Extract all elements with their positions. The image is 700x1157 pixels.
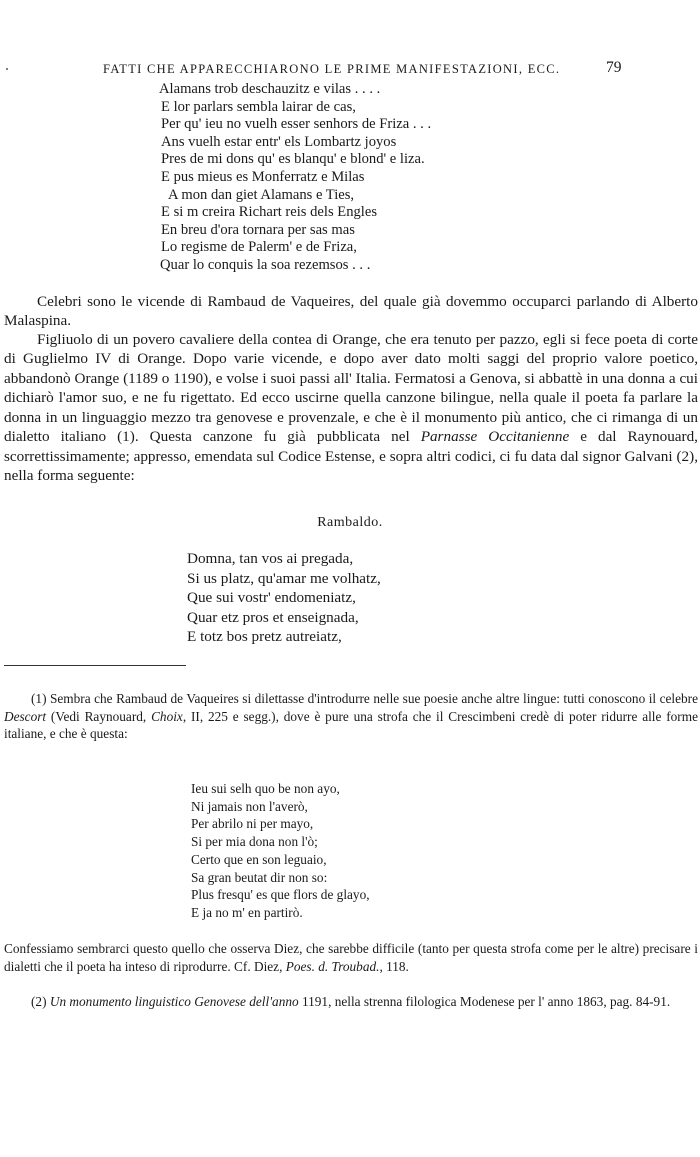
footnote-1-text-c: , II, 225 e segg.), dove è pure una strofa che il Crescimbeni credè di poter ridurre alle forme italiane, e che è questa: — [4, 708, 698, 742]
page-number: 79 — [606, 59, 622, 76]
poem-line: Ieu sui selh quo be non ayo, — [191, 781, 340, 796]
poem-line: E lor parlars sembla lairar de cas, — [161, 98, 356, 115]
footnote-1-italic-descort: Descort — [4, 708, 47, 724]
paragraph-2-text-b: e dal Raynouard, scorrettissimamente; appresso, emendata sul Codice Estense, e sopra altri codici, ci fu data dal signor Galvani (2), nella forma seguente: — [4, 428, 698, 485]
footnote-1 — [4, 690, 698, 743]
footnote-2 — [4, 993, 698, 1011]
footnote-1-continuation — [4, 940, 698, 975]
poem-line: Pres de mi dons qu' es blanqu' e blond' e liza. — [161, 151, 425, 168]
poem-line: Quar etz pros et enseignada, — [187, 608, 359, 626]
bilingual-poem — [187, 549, 381, 647]
poem-line: E totz bos pretz autreiatz, — [187, 628, 342, 645]
poem-line: Quar lo conquis la soa rezemsos . . . — [160, 256, 371, 273]
poem-line: A mon dan giet Alamans e Ties, — [168, 186, 355, 203]
paragraph-1: Celebri sono le vicende di Rambaud de Vaqueires, del quale già dovemmo occuparci parlando di Alberto Malaspina. — [4, 293, 698, 330]
poem-line: Si us platz, qu'amar me volhatz, — [187, 569, 381, 587]
poem-line: Plus fresqu' es que flors de glayo, — [191, 887, 370, 903]
poem-line: Si per mia dona non l'ò; — [191, 834, 318, 850]
poem-line: E si m creira Richart reis dels Engles — [161, 204, 377, 221]
footnote-1-text-b: (Vedi Raynouard, — [46, 708, 152, 724]
poem-line: En breu d'ora tornara per sas mas — [161, 221, 355, 238]
poem-line: Ni jamais non l'averò, — [191, 798, 308, 814]
poem-line: Que sui vostr' endomeniatz, — [187, 589, 356, 606]
poem-line: Lo regisme de Palerm' e de Friza, — [161, 239, 357, 256]
footnote-2-text-b: 1191, nella strenna filologica Modenese per l' anno 1863, pag. 84-91. — [298, 994, 671, 1009]
paragraph-2-text-a: Figliuolo di un povero cavaliere della contea di Orange, che era tenuto per pazzo, egli si fece poeta di corte di Guglielmo IV di Orange. Dopo varie vicende, e dopo aver dato molti saggi del proprio valore poetico, abbandonò Orange (1189 o 1190), e volse i suoi passi all' Italia. Fermatosi a Genova, si abbattè in una donna a cui dichiarò l'amor suo, e ne fu rigettato. Ed ecco uscirne quella canzone bilingue, nella quale il poeta fa parlare la donna in un linguaggio mezzo tra genovese e provenzale, e che è il monumento più antico, che ci rimanga di un dialetto italiano (1). Questa canzone fu già pubblicata nel — [4, 331, 698, 446]
footnote-1-italic-poes: Poes. d. Troubad. — [285, 958, 380, 974]
footnote-1-text-d: Confessiamo sembrarci questo quello che osserva Diez, che sarebbe difficile (tanto per questa strofa come per le altre) precisare i dialetti che il poeta ha inteso di riprodurre. Cf. Diez, — [4, 941, 698, 974]
poem-line: Domna, tan vos ai pregada, — [187, 550, 354, 567]
poem-line: Alamans trob deschauzitz e vilas . . . . — [159, 81, 381, 97]
footnote-1-text-a: (1) Sembra che Rambaud de Vaqueires si dilettasse d'introdurre nelle sue poesie anche altre lingue: tutti conoscono il celebre — [31, 691, 698, 706]
provencal-poem — [159, 81, 431, 275]
footnote-2-italic-title: Un monumento linguistico Genovese dell'anno — [49, 994, 299, 1009]
poem-line: E ja no m' en partirò. — [191, 904, 303, 920]
paragraph-2 — [4, 330, 698, 486]
poem-line: Per qu' ieu no vuelh esser senhors de Friza . . . — [161, 116, 432, 133]
poem-line: Certo que en son leguaio, — [191, 851, 327, 867]
page-header — [0, 59, 700, 80]
poem-line: Sa gran beutat dir non so: — [191, 869, 328, 885]
footnote-poem — [191, 780, 370, 922]
footnote-separator — [4, 665, 186, 666]
paragraph-2-italic-title: Parnasse Occitanienne — [420, 428, 570, 446]
footnote-1-text-e: , 118. — [379, 958, 409, 974]
poem-line: Ans vuelh estar entr' els Lombartz joyos — [161, 133, 397, 150]
poem-line: Per abrilo ni per mayo, — [191, 816, 314, 832]
running-head: FATTI CHE APPARECCHIARONO LE PRIME MANIFESTAZIONI, ECC. — [103, 62, 561, 76]
footnote-2-text-a: (2) — [31, 994, 50, 1009]
section-heading: Rambaldo. — [317, 515, 383, 530]
footnote-1-italic-choix: Choix — [151, 708, 183, 724]
poem-line: E pus mieus es Monferratz e Milas — [161, 168, 365, 185]
